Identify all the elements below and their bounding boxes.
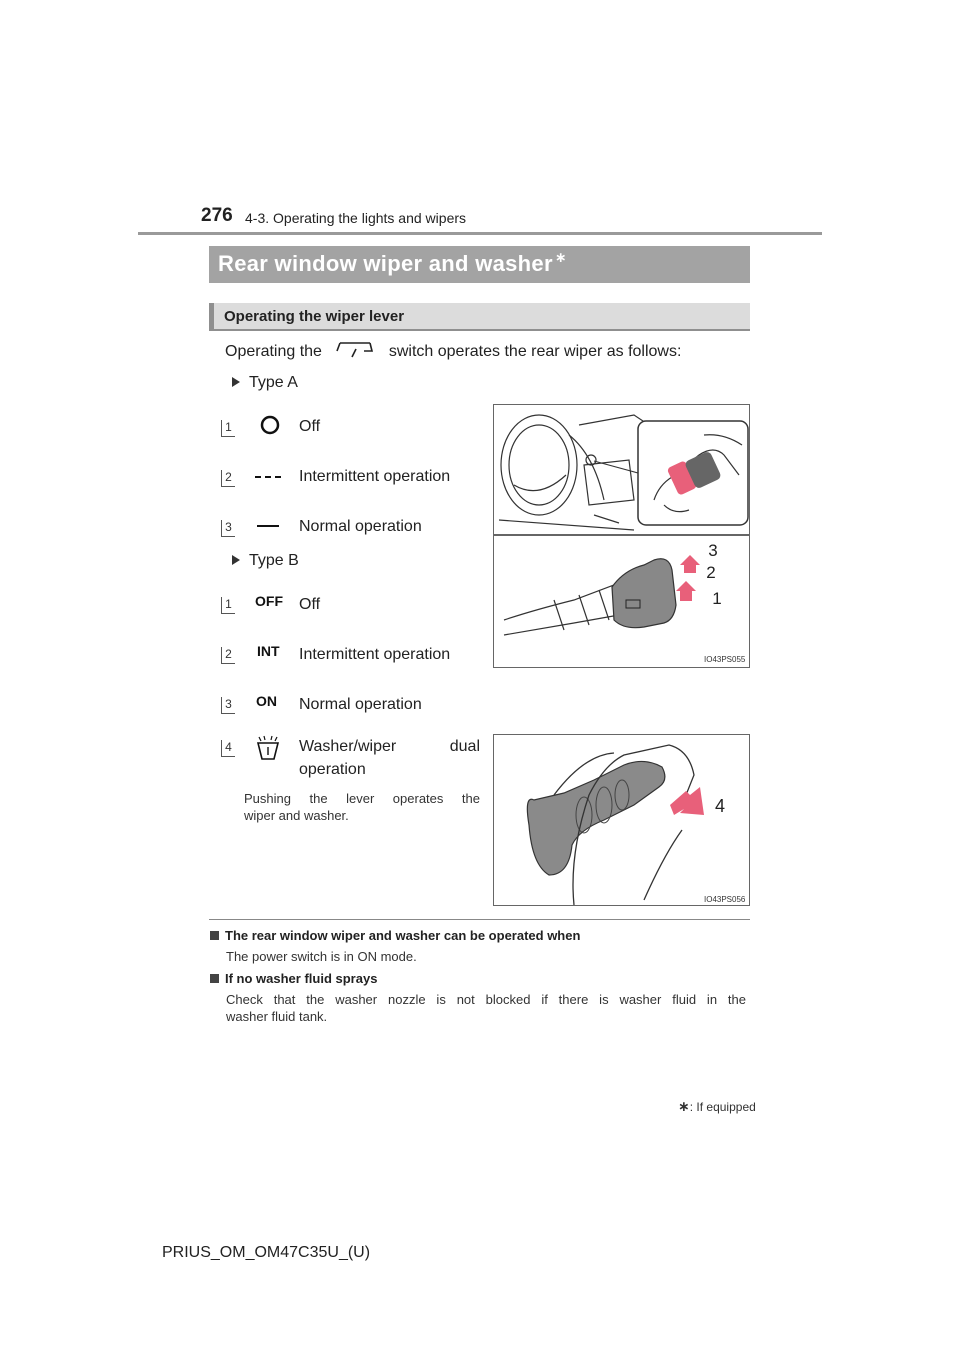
dashed-line-icon (253, 470, 283, 488)
washer-description (244, 790, 480, 824)
wiper-lever-figure (493, 404, 750, 668)
item-number: 3 (221, 697, 235, 714)
washer-desc-line2: wiper and washer. (244, 808, 349, 823)
triangle-bullet-icon (232, 377, 240, 387)
svg-text:2: 2 (706, 563, 716, 582)
figure-code: IO43PS056 (704, 895, 746, 904)
subtitle: Operating the wiper lever (224, 308, 405, 325)
note-heading (210, 971, 377, 986)
washer-spray-icon (255, 735, 281, 768)
page-title (218, 251, 567, 277)
item-number: 2 (221, 470, 235, 487)
solid-line-icon (256, 519, 280, 537)
note-line: Check that the washer nozzle is not blocked if there is washer fluid in the (226, 992, 746, 1007)
note-line: washer fluid tank. (226, 1009, 328, 1024)
item-number: 1 (221, 420, 235, 437)
type-a-heading (232, 374, 298, 392)
intro-after: switch operates the rear wiper as follows: (388, 343, 682, 361)
washer-figure (493, 734, 750, 906)
item-label: Intermittent operation (299, 646, 451, 663)
note-heading-text: The rear window wiper and washer can be operated when (225, 928, 581, 943)
square-bullet-icon (210, 974, 219, 983)
item-label: Off (299, 596, 321, 613)
svg-text:4: 4 (714, 796, 726, 816)
notes-divider (209, 919, 750, 920)
washer-desc-line1: Pushing the lever operates the (244, 791, 480, 806)
svg-text:3: 3 (708, 541, 718, 560)
svg-text:1: 1 (712, 589, 722, 608)
item-label: Normal operation (299, 518, 422, 535)
circle-off-icon (259, 415, 281, 440)
washer-label-line2: operation (299, 761, 366, 778)
triangle-bullet-icon (232, 555, 240, 565)
item-label: Off (299, 418, 321, 435)
on-symbol: ON (256, 693, 277, 709)
page-title-text: Rear window wiper and washer (218, 251, 553, 276)
section-title: 4-3. Operating the lights and wipers (245, 210, 467, 226)
type-b-heading (232, 552, 299, 570)
intro-before: Operating the (225, 343, 322, 361)
int-symbol: INT (257, 643, 280, 659)
rear-wiper-switch-icon (326, 343, 384, 361)
note-heading-text: If no washer fluid sprays (225, 971, 378, 986)
item-number: 4 (221, 740, 235, 757)
washer-label-line1: Washer/wiper dual (299, 738, 480, 755)
type-a-label: Type A (249, 374, 298, 391)
callout-4 (708, 793, 734, 822)
note-heading (210, 928, 580, 943)
off-symbol: OFF (255, 593, 283, 609)
footnote-mark: ∗ (678, 1098, 690, 1114)
washer-label (299, 738, 480, 779)
item-number: 3 (221, 520, 235, 537)
item-label: Normal operation (299, 696, 422, 713)
note-body: The power switch is in ON mode. (226, 949, 417, 964)
wiper-lever-illustration (494, 405, 750, 668)
callout-2 (699, 561, 725, 588)
item-number: 2 (221, 647, 235, 664)
if-equipped-mark: ∗ (554, 249, 567, 265)
note-body (226, 991, 746, 1025)
callout-1 (705, 587, 731, 614)
footnote (678, 1098, 756, 1115)
document-code: PRIUS_OM_OM47C35U_(U) (162, 1244, 371, 1261)
item-number: 1 (221, 597, 235, 614)
figure-code: IO43PS055 (704, 655, 746, 664)
item-label: Intermittent operation (299, 468, 451, 485)
square-bullet-icon (210, 931, 219, 940)
page-number: 276 (201, 205, 233, 226)
header-rule (138, 232, 822, 235)
type-b-label: Type B (249, 552, 299, 569)
footnote-text: : If equipped (689, 1100, 756, 1114)
intro-text (225, 343, 681, 361)
